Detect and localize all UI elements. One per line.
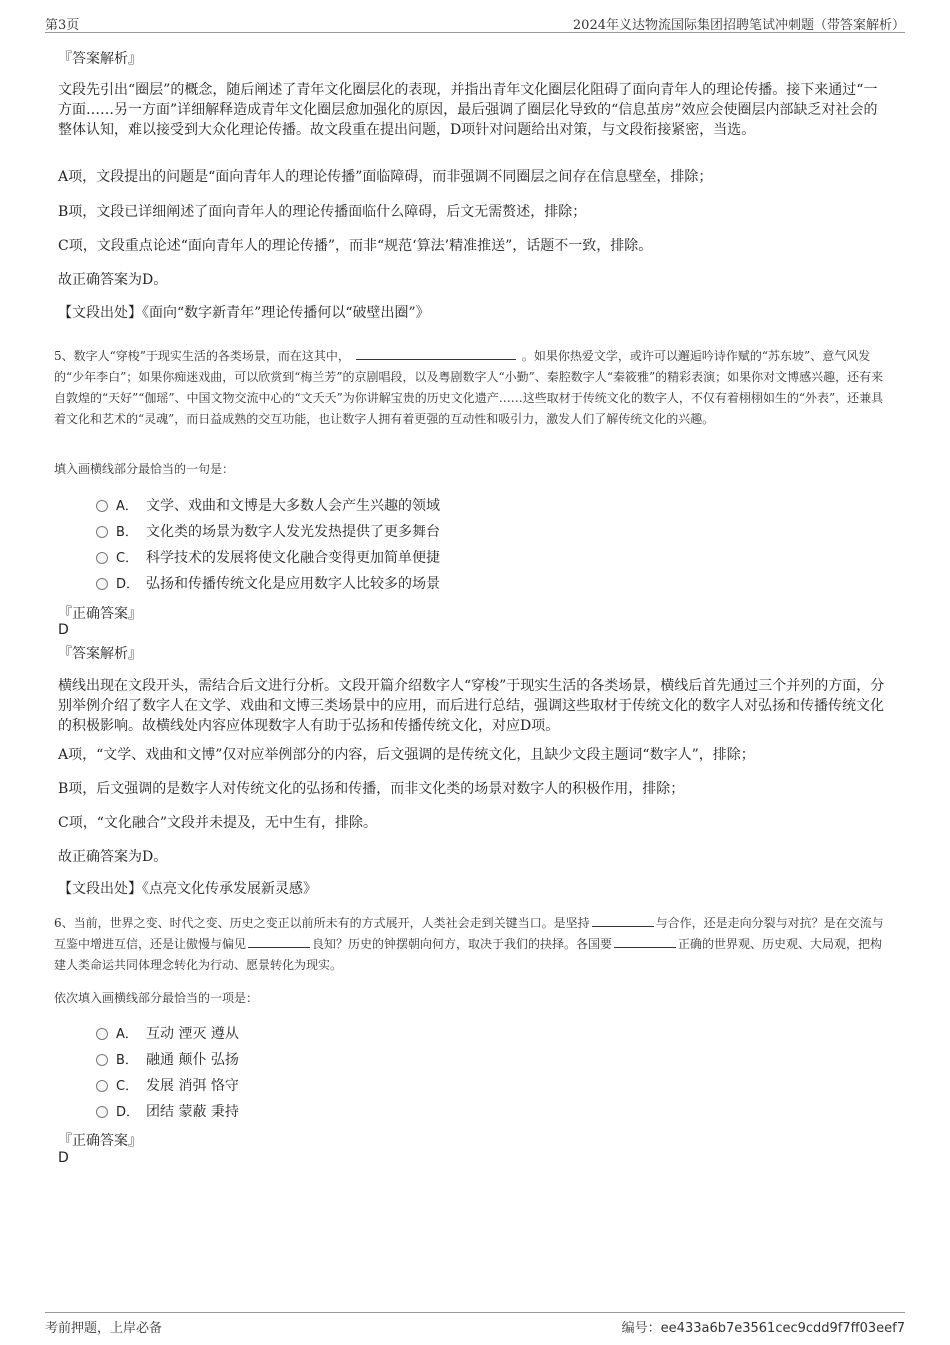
q5-stem-before: 5、数字人“穿梭”于现实生活的各类场景，而在这其中， <box>54 349 350 363</box>
q5-stem-after: 。如果你热爱文学，或许可以邂逅吟诗作赋的“苏东坡”、意气风发的“少年李白”；如果你痴迷戏曲，可以欣赏到“梅兰芳”的京剧唱段，以及粤剧数字人“小勤”、秦腔数字人“秦筱雅”的精彩表演；如果你对文博感兴趣，还有来自敦煌的“天好”“伽瑶”、中国文物交流中心的“文夭夭”为你讲解宝贵的历史文化遗产……这些取材于传统文化的数字人，不仅有着栩栩如生的“外表”，还兼具着文化和艺术的“灵魂”，而日益成熟的交互功能，也让数字人拥有着更强的互动性和吸引力，激发人们了解传统文化的兴趣。 <box>54 349 884 426</box>
q5-item-c: C项，“文化融合”文段并未提及，无中生有，排除。 <box>58 815 378 831</box>
q6-blank-2[interactable] <box>248 935 310 948</box>
q5-conclusion: 故正确答案为D。 <box>58 849 168 865</box>
radio-icon[interactable] <box>96 552 108 564</box>
q4-analysis-label: 『答案解析』 <box>58 51 142 67</box>
q5-analysis-text: 横线出现在文段开头，需结合后文进行分析。文段开篇介绍数字人“穿梭”于现实生活的各类场景，横线后首先通过三个并列的方面，分别举例介绍了数字人在文学、戏曲和文博三类场景中的应用，而后进行总结，强调这些取材于传统文化的数字人对弘扬和传播传统文化的积极影响。故横线处内容应体现数字人有助于弘扬和传播传统文化，对应D项。 <box>58 678 885 734</box>
q4-source: 【文段出处】《面向“数字新青年”理论传播何以“破壁出圈”》 <box>58 305 430 321</box>
q5-option-a[interactable]: A． 文学、戏曲和文博是大多数人会产生兴趣的领域 <box>96 496 440 517</box>
q6-answer: D <box>58 1150 69 1166</box>
page-number: 第3页 <box>45 18 80 33</box>
q5-prompt: 填入画横线部分最恰当的一句是： <box>54 462 235 476</box>
q5-source: 【文段出处】《点亮文化传承发展新灵感》 <box>58 881 317 897</box>
q5-item-b: B项，后文强调的是数字人对传统文化的弘扬和传播，而非文化类的场景对数字人的积极作用，排除； <box>58 781 685 797</box>
q4-item-c: C项，文段重点论述“面向青年人的理论传播”，而非“规范‘算法’精准推送”，话题不一致，排除。 <box>58 238 653 254</box>
q4-item-b: B项，文段已详细阐述了面向青年人的理论传播面临什么障碍，后文无需赘述，排除； <box>58 204 587 220</box>
q4-conclusion: 故正确答案为D。 <box>58 272 168 288</box>
radio-icon[interactable] <box>96 526 108 538</box>
radio-icon[interactable] <box>96 578 108 590</box>
q6-blank-1[interactable] <box>592 914 654 927</box>
q6-option-b[interactable]: B． 融通 颠仆 弘扬 <box>96 1050 239 1071</box>
q4-item-a: A项，文段提出的问题是“面向青年人的理论传播”面临障碍，而非强调不同圈层之间存在信息壁垒，排除； <box>58 169 713 185</box>
q6-stem: 6、当前，世界之变、时代之变、历史之变正以前所未有的方式展开，人类社会走到关键当口。是坚持 与合作，还是走向分裂与对抗？是在交流与互鉴中增进互信，还是让傲慢与偏见 良知？历史的钟摆朝向何方，取决于我们的抉择。各国要 正确的世界观、历史观、大局观，把构建人类命运共同体理念转化为行动、愿景转化为现实。 <box>54 916 884 972</box>
document-code: 编号：ee433a6b7e3561cec9cdd9f7ff03eef7 <box>621 1321 905 1336</box>
page-footer <box>45 1312 905 1335</box>
footer-slogan: 考前押题，上岸必备 <box>45 1321 163 1336</box>
q6-blank-3[interactable] <box>614 935 676 948</box>
radio-icon[interactable] <box>96 1080 108 1092</box>
q6-option-a[interactable]: A． 互动 湮灭 遵从 <box>96 1024 239 1045</box>
radio-icon[interactable] <box>96 500 108 512</box>
radio-icon[interactable] <box>96 1054 108 1066</box>
q6-prompt: 依次填入画横线部分最恰当的一项是： <box>54 991 259 1005</box>
q5-option-c[interactable]: C． 科学技术的发展将使文化融合变得更加简单便捷 <box>96 548 440 569</box>
q5-blank[interactable] <box>356 347 516 360</box>
q6-option-d[interactable]: D． 团结 蒙蔽 秉持 <box>96 1102 239 1123</box>
q5-item-a: A项，“文学、戏曲和文博”仅对应举例部分的内容，后文强调的是传统文化，且缺少文段主题词“数字人”，排除； <box>58 747 755 763</box>
radio-icon[interactable] <box>96 1028 108 1040</box>
q5-analysis-label: 『答案解析』 <box>58 646 142 662</box>
radio-icon[interactable] <box>96 1106 108 1118</box>
q5-option-b[interactable]: B． 文化类的场景为数字人发光发热提供了更多舞台 <box>96 522 440 543</box>
q5-answer-label: 『正确答案』 <box>58 606 142 622</box>
q5-stem <box>54 346 894 430</box>
page-header <box>45 12 905 33</box>
q6-answer-label: 『正确答案』 <box>58 1133 142 1149</box>
q5-answer: D <box>58 622 69 638</box>
document-title: 2024年义达物流国际集团招聘笔试冲刺题（带答案解析） <box>572 18 905 33</box>
q5-option-d[interactable]: D． 弘扬和传播传统文化是应用数字人比较多的场景 <box>96 574 440 595</box>
q6-option-c[interactable]: C． 发展 消弭 恪守 <box>96 1076 239 1097</box>
q4-analysis-text: 文段先引出“圈层”的概念，随后阐述了青年文化圈层化的表现，并指出青年文化圈层化阻碍了面向青年人的理论传播。接下来通过“一方面……另一方面”详细解释造成青年文化圈层愈加强化的原因，最后强调了圈层化导致的“信息茧房”效应会使圈层内部缺乏对社会的整体认知，难以接受到大众化理论传播。故文段重在提出问题，D项针对问题给出对策，与文段衔接紧密，当选。 <box>58 82 878 138</box>
